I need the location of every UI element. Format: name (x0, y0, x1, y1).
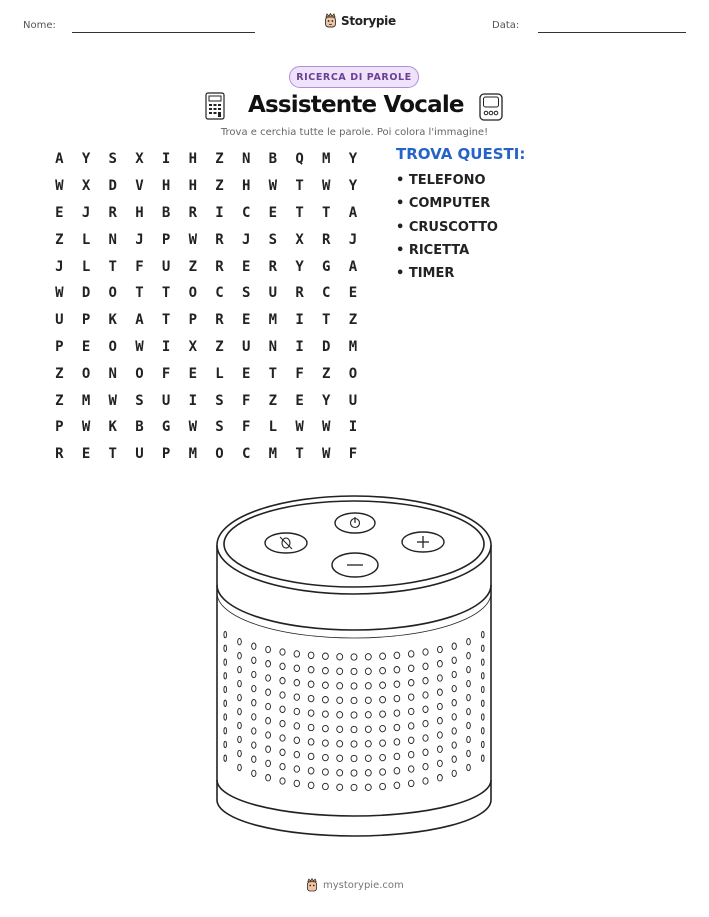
grid-cell[interactable]: S (135, 392, 144, 409)
grid-cell[interactable]: A (348, 258, 358, 275)
grid-cell[interactable]: R (55, 446, 64, 463)
grid-cell[interactable]: Y (348, 178, 358, 195)
grid-cell[interactable]: J (241, 231, 251, 248)
grid-cell[interactable]: S (241, 285, 251, 302)
grid-cell[interactable]: I (188, 392, 197, 409)
grid-cell[interactable]: E (295, 392, 304, 409)
grid-cell[interactable]: T (161, 312, 171, 329)
grid-cell[interactable]: I (348, 419, 358, 436)
grid-cell[interactable]: N (268, 338, 278, 355)
word-list-item: • CRUSCOTTO (396, 219, 498, 235)
grid-cell[interactable]: G (322, 258, 331, 275)
grid-cell[interactable]: O (81, 365, 91, 382)
plus-icon (402, 532, 444, 552)
grid-cell[interactable]: D (108, 178, 117, 195)
grid-cell[interactable]: N (241, 151, 251, 168)
mic-off-icon (265, 533, 307, 553)
grid-cell[interactable]: O (188, 285, 197, 302)
grid-cell[interactable]: L (268, 419, 278, 436)
name-line[interactable] (72, 32, 255, 33)
grid-cell[interactable]: M (322, 151, 331, 168)
grid-cell[interactable]: P (161, 231, 171, 248)
grid-cell[interactable]: F (295, 365, 304, 382)
grid-cell[interactable]: M (188, 446, 197, 463)
grid-cell[interactable]: T (295, 204, 304, 221)
grid-cell[interactable]: Z (348, 312, 358, 329)
grid-cell[interactable]: W (295, 419, 304, 436)
grid-cell[interactable]: W (81, 419, 91, 436)
grid-cell[interactable]: O (135, 365, 144, 382)
grid-cell[interactable]: L (81, 258, 91, 275)
brand-name: Storypie (341, 13, 396, 28)
footer (306, 878, 404, 892)
grid-cell[interactable]: Z (215, 178, 224, 195)
grid-cell[interactable]: U (348, 392, 358, 409)
grid-cell[interactable]: I (295, 312, 304, 329)
grid-cell[interactable]: S (215, 419, 224, 436)
grid-cell[interactable]: Z (55, 231, 64, 248)
grid-cell[interactable]: A (348, 204, 358, 221)
date-line[interactable] (538, 32, 686, 33)
grid-cell[interactable]: B (161, 204, 171, 221)
grid-cell[interactable]: T (108, 446, 117, 463)
grid-cell[interactable]: Y (348, 151, 358, 168)
grid-cell[interactable]: P (81, 312, 91, 329)
grid-cell[interactable]: T (295, 446, 304, 463)
grid-cell[interactable]: R (322, 231, 331, 248)
word-list-item: • TELEFONO (396, 173, 486, 188)
grid-cell[interactable]: C (215, 285, 224, 302)
grid-cell[interactable]: C (241, 446, 251, 463)
grid-cell[interactable]: W (135, 338, 144, 355)
grid-cell[interactable]: Y (295, 258, 304, 275)
grid-cell[interactable]: R (215, 312, 224, 329)
grid-cell[interactable]: O (348, 365, 358, 382)
grid-cell[interactable]: E (241, 258, 251, 275)
grid-cell[interactable]: E (348, 285, 358, 302)
grid-cell[interactable]: T (295, 178, 304, 195)
grid-cell[interactable]: Z (215, 338, 224, 355)
grid-cell[interactable]: J (81, 204, 91, 221)
grid-cell[interactable]: E (241, 365, 251, 382)
grid-cell[interactable]: Z (55, 392, 64, 409)
grid-cell[interactable]: B (135, 419, 144, 436)
grid-cell[interactable]: C (241, 204, 251, 221)
grid-cell[interactable]: S (215, 392, 224, 409)
grid-cell[interactable]: H (135, 204, 144, 221)
grid-cell[interactable]: M (81, 392, 91, 409)
grid-cell[interactable]: U (135, 446, 144, 463)
grid-cell[interactable]: X (81, 178, 91, 195)
date-label: Data: (492, 20, 520, 31)
grid-cell[interactable]: W (268, 178, 278, 195)
grid-cell[interactable]: E (81, 338, 91, 355)
grid-cell[interactable]: R (295, 285, 304, 302)
grid-cell[interactable]: G (161, 419, 171, 436)
page-title: Assistente Vocale (248, 92, 464, 118)
grid-cell[interactable]: I (161, 151, 171, 168)
grid-cell[interactable]: D (81, 285, 91, 302)
grid-cell[interactable]: X (295, 231, 304, 248)
grid-cell[interactable]: T (322, 312, 331, 329)
grid-cell[interactable]: U (55, 312, 64, 329)
grid-cell[interactable]: Z (215, 151, 224, 168)
grid-cell[interactable]: R (215, 231, 224, 248)
grid-cell[interactable]: O (108, 285, 117, 302)
grid-cell[interactable]: W (188, 419, 197, 436)
grid-cell[interactable]: W (322, 419, 331, 436)
grid-cell[interactable]: M (268, 446, 278, 463)
grid-cell[interactable]: S (268, 231, 278, 248)
grid-cell[interactable]: H (188, 178, 197, 195)
grid-cell[interactable]: N (108, 365, 117, 382)
grid-cell[interactable]: A (55, 151, 64, 168)
word-list (396, 171, 498, 287)
grid-cell[interactable]: T (108, 258, 117, 275)
word-list-item: • RICETTA (396, 242, 470, 258)
grid-cell[interactable]: R (188, 204, 197, 221)
grid-cell[interactable]: W (322, 178, 331, 195)
grid-cell[interactable]: P (55, 419, 64, 436)
grid-cell[interactable]: B (268, 151, 278, 168)
instructions: Trova e cerchia tutte le parole. Poi colora l'immagine! (220, 127, 489, 138)
footer-url[interactable]: mystorypie.com (323, 879, 404, 891)
grid-cell[interactable]: Y (322, 392, 331, 409)
grid-cell[interactable]: D (322, 338, 331, 355)
grid-cell[interactable]: T (322, 204, 331, 221)
grid-cell[interactable]: W (188, 231, 197, 248)
grid-cell[interactable]: P (161, 446, 171, 463)
grid-cell[interactable]: U (268, 285, 278, 302)
pie-mascot-icon (306, 878, 318, 892)
grid-cell[interactable]: Z (55, 365, 64, 382)
grid-cell[interactable]: N (108, 231, 117, 248)
grid-cell[interactable]: U (161, 392, 171, 409)
grid-cell[interactable]: X (135, 151, 144, 168)
grid-cell[interactable]: W (108, 392, 117, 409)
grid-cell[interactable]: F (241, 392, 251, 409)
grid-cell[interactable]: P (188, 312, 197, 329)
grid-cell[interactable]: C (322, 285, 331, 302)
category-badge: RICERCA DI PAROLE (289, 66, 419, 88)
grid-cell[interactable]: F (348, 446, 358, 463)
minus-icon (332, 553, 378, 577)
word-list-item: • TIMER (396, 266, 455, 282)
power-icon (335, 513, 375, 533)
grid-cell[interactable]: I (295, 338, 304, 355)
grid-cell[interactable]: M (348, 338, 358, 355)
grid-cell[interactable]: Z (322, 365, 331, 382)
grid-cell[interactable]: W (322, 446, 331, 463)
handheld-device-icon (478, 93, 504, 121)
pie-mascot-icon (324, 13, 337, 28)
grid-cell[interactable]: P (55, 338, 64, 355)
grid-cell[interactable]: Z (268, 392, 278, 409)
grid-cell[interactable]: T (161, 285, 171, 302)
grid-cell[interactable]: F (135, 258, 144, 275)
grid-cell[interactable]: S (108, 151, 117, 168)
smart-speaker-illustration (200, 490, 510, 855)
grid-cell[interactable]: W (55, 178, 64, 195)
grid-cell[interactable]: J (135, 231, 144, 248)
grid-cell[interactable]: Q (295, 151, 304, 168)
word-search-grid[interactable] (46, 146, 366, 468)
grid-cell[interactable]: L (81, 231, 91, 248)
grid-cell[interactable]: O (108, 338, 117, 355)
grid-cell[interactable]: K (108, 312, 117, 329)
grid-cell[interactable]: T (135, 285, 144, 302)
grid-cell[interactable]: H (241, 178, 251, 195)
grid-cell[interactable]: U (161, 258, 171, 275)
grid-cell[interactable]: E (188, 365, 197, 382)
grid-cell[interactable]: A (135, 312, 144, 329)
grid-cell[interactable]: J (348, 231, 358, 248)
word-list-item: • COMPUTER (396, 196, 491, 212)
grid-cell[interactable]: E (268, 204, 278, 221)
grid-cell[interactable]: Y (81, 151, 91, 168)
grid-cell[interactable]: R (215, 258, 224, 275)
grid-cell[interactable]: F (161, 365, 171, 382)
grid-cell[interactable]: T (268, 365, 278, 382)
calculator-icon (204, 92, 226, 120)
grid-cell[interactable]: F (241, 419, 251, 436)
grid-cell[interactable]: R (108, 204, 117, 221)
brand-logo (324, 13, 396, 28)
grid-cell[interactable]: U (241, 338, 251, 355)
grid-cell[interactable]: V (135, 178, 144, 195)
grid-cell[interactable]: M (268, 312, 278, 329)
grid-cell[interactable]: W (55, 285, 64, 302)
grid-cell[interactable]: O (215, 446, 224, 463)
name-label: Nome: (23, 20, 56, 31)
grid-cell[interactable]: H (161, 178, 171, 195)
grid-cell[interactable]: J (55, 258, 64, 275)
grid-cell[interactable]: K (108, 419, 117, 436)
grid-cell[interactable]: I (215, 204, 224, 221)
grid-cell[interactable]: H (188, 151, 197, 168)
grid-cell[interactable]: X (188, 338, 197, 355)
grid-cell[interactable]: I (161, 338, 171, 355)
grid-cell[interactable]: E (55, 204, 64, 221)
grid-cell[interactable]: L (215, 365, 224, 382)
grid-cell[interactable]: Z (188, 258, 197, 275)
grid-cell[interactable]: R (268, 258, 278, 275)
grid-cell[interactable]: E (241, 312, 251, 329)
grid-cell[interactable]: E (81, 446, 91, 463)
find-heading: TROVA QUESTI: (396, 145, 526, 163)
